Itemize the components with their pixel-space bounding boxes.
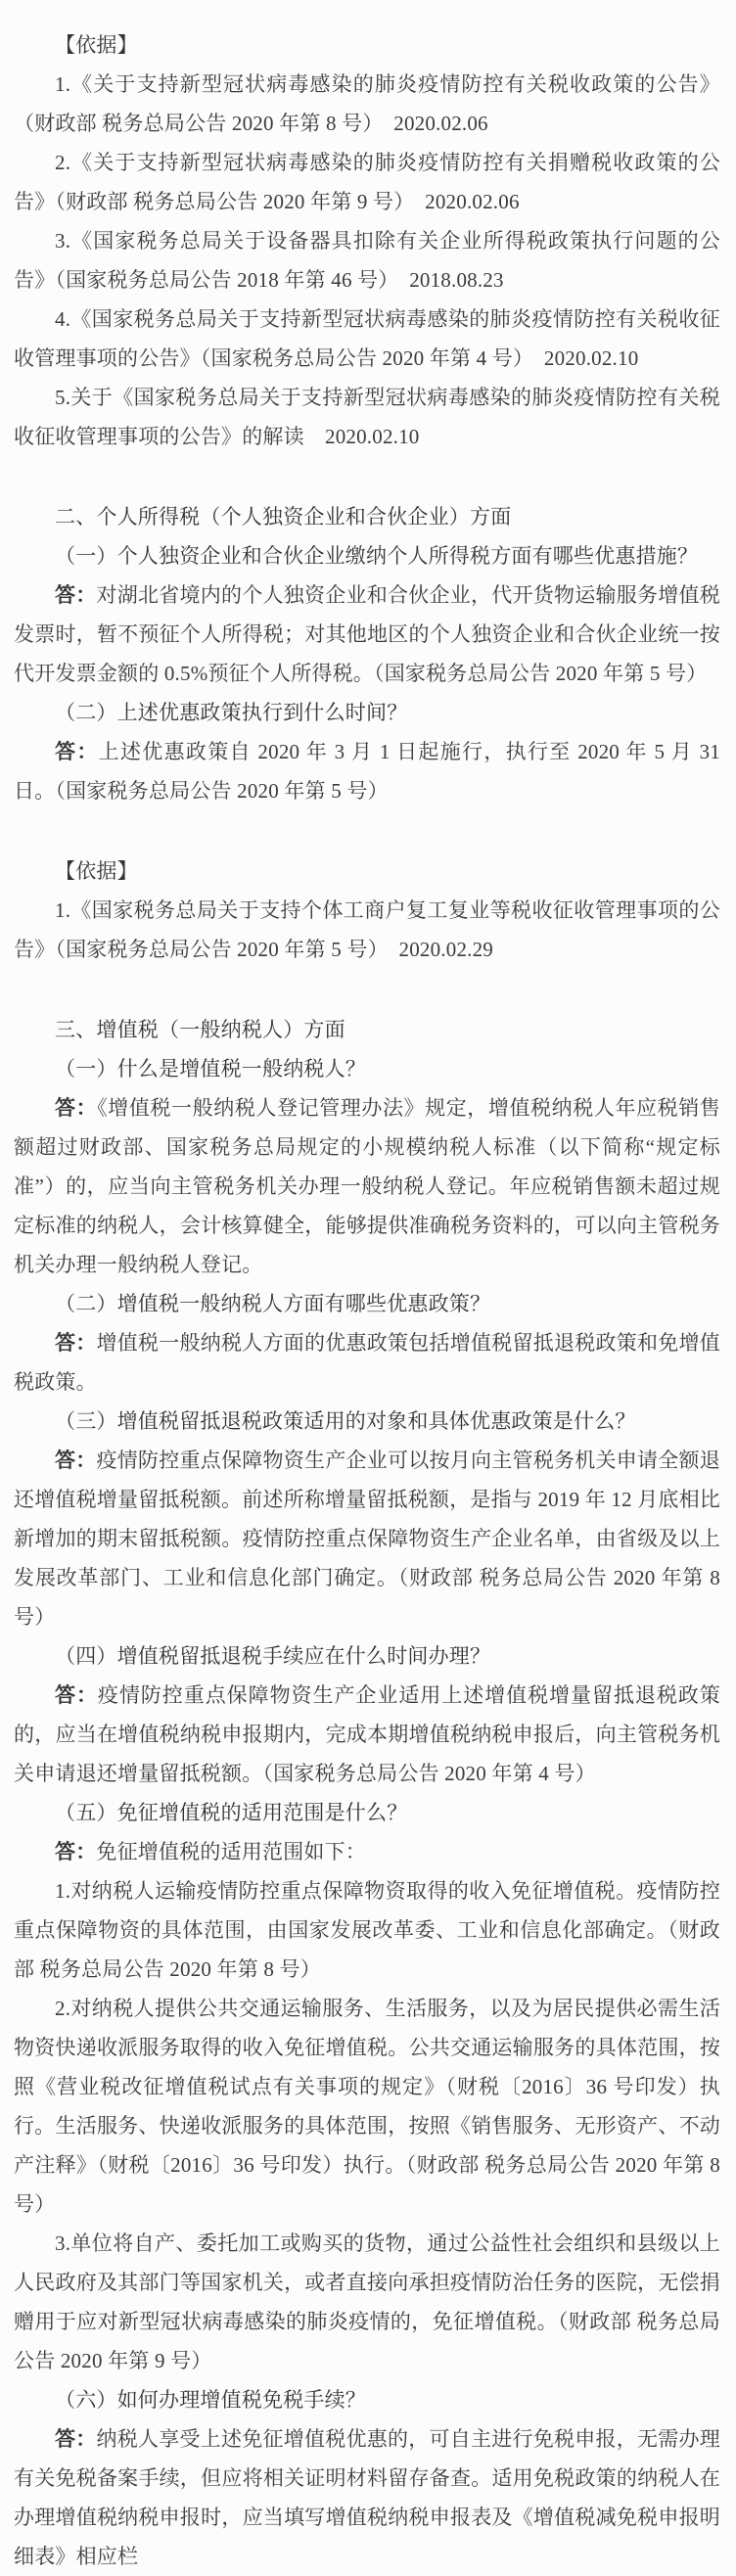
answer-vat-1 — [14, 1088, 720, 1284]
section-personal-income-tax — [14, 497, 720, 810]
answer-prefix: 答： — [55, 1331, 97, 1355]
answer-vat-5-sub-item-3: 3.单位将自产、委托加工或购买的货物，通过公益性社会组织和县级以上人民政府及其部门等国家机关，或者直接向承担疫情防治任务的医院，无偿捐赠用于应对新型冠状病毒感染的肺炎疫情的，免征增值税。（财政部 税务总局公告 2020 年第 9 号） — [14, 2231, 720, 2372]
answer-text: 《增值税一般纳税人登记管理办法》规定，增值税纳税人年应税销售额超过财政部、国家税务总局规定的小规模纳税人标准（以下简称“规定标准”）的，应当向主管税务机关办理一般纳税人登记。年应税销售额未超过规定标准的纳税人，会计核算健全，能够提供准确税务资料的，可以向主管税务机关办理一般纳税人登记。 — [14, 1096, 720, 1276]
question-vat-5: （五）免征增值税的适用范围是什么？ — [55, 1801, 408, 1824]
answer-vat-5 — [14, 1832, 720, 1871]
question-vat-6: （六）如何办理增值税免税手续？ — [55, 2388, 366, 2412]
answer-prefix: 答： — [55, 740, 99, 763]
answer-pit-2 — [14, 732, 720, 810]
reference-item-1: 1.《国家税务总局关于支持个体工商户复工复业等税收征收管理事项的公告》（国家税务总局公告 2020 年第 5 号） 2020.02.29 — [14, 898, 720, 961]
question-vat-3: （三）增值税留抵退税政策适用的对象和具体优惠政策是什么？ — [55, 1409, 636, 1433]
answer-vat-4 — [14, 1676, 720, 1793]
question-vat-1: （一）什么是增值税一般纳税人？ — [55, 1057, 366, 1081]
reference-heading: 【依据】 — [55, 859, 138, 883]
answer-text: 免征增值税的适用范围如下： — [96, 1840, 367, 1863]
answer-vat-5-sub-item-1: 1.对纳税人运输疫情防控重点保障物资取得的收入免征增值税。疫情防控重点保障物资的具体范围，由国家发展改革委、工业和信息化部确定。（财政部 税务总局公告 2020 年第 8 号） — [14, 1879, 720, 1981]
answer-text: 增值税一般纳税人方面的优惠政策包括增值税留抵退税政策和免增值税政策。 — [14, 1331, 721, 1394]
reference-item-3: 3.《国家税务总局关于设备器具扣除有关企业所得税政策执行问题的公告》（国家税务总局公告 2018 年第 46 号） 2018.08.23 — [14, 229, 720, 292]
answer-prefix: 答： — [55, 2427, 97, 2451]
answer-vat-5-sub-item-2: 2.对纳税人提供公共交通运输服务、生活服务，以及为居民提供必需生活物资快递收派服务取得的收入免征增值税。公共交通运输服务的具体范围，按照《营业税改征增值税试点有关事项的规定》（财税〔2016〕36 号印发）执行。生活服务、快递收派服务的具体范围，按照《销售服务、无形资产、不动产注释》（财税〔2016〕36 号印发）执行。（财政部 税务总局公告 2020 年第 8 号） — [14, 1997, 720, 2216]
answer-text: 疫情防控重点保障物资生产企业可以按月向主管税务机关申请全额退还增值税增量留抵税额。前述所称增量留抵税额，是指与 2019 年 12 月底相比新增加的期末留抵税额。疫情防控重点保障物资生产企业名单，由省级及以上发展改革部门、工业和信息化部门确定。（财政部 税务总局公告 2020 年第 8 号） — [14, 1449, 721, 1629]
reference-item-2: 2.《关于支持新型冠状病毒感染的肺炎疫情防控有关捐赠税收政策的公告》（财政部 税务总局公告 2020 年第 9 号） 2020.02.06 — [14, 151, 720, 213]
reference-block-1 — [14, 25, 720, 456]
answer-text: 对湖北省境内的个人独资企业和合伙企业，代开货物运输服务增值税发票时，暂不预征个人所得税；对其他地区的个人独资企业和合伙企业统一按代开发票金额的 0.5%预征个人所得税。（国家税务总局公告 2020 年第 5 号） — [14, 583, 721, 685]
section-vat-general-taxpayer — [14, 1010, 720, 2576]
reference-heading: 【依据】 — [55, 33, 138, 57]
answer-pit-1 — [14, 575, 720, 693]
reference-item-4: 4.《国家税务总局关于支持新型冠状病毒感染的肺炎疫情防控有关税收征收管理事项的公告》（国家税务总局公告 2020 年第 4 号） 2020.02.10 — [14, 307, 720, 370]
answer-prefix: 答： — [55, 1683, 98, 1707]
answer-prefix: 答： — [55, 1840, 97, 1863]
answer-prefix: 答： — [55, 583, 97, 607]
section-heading-personal-income-tax: 二、个人所得税（个人独资企业和合伙企业）方面 — [55, 505, 512, 529]
answer-text: 上述优惠政策自 2020 年 3 月 1 日起施行，执行至 2020 年 5 月 31 日。（国家税务总局公告 2020 年第 5 号） — [14, 740, 720, 803]
answer-vat-3 — [14, 1441, 720, 1636]
reference-item-5: 5.关于《国家税务总局关于支持新型冠状病毒感染的肺炎疫情防控有关税收征收管理事项的公告》的解读 2020.02.10 — [14, 386, 720, 448]
answer-prefix: 答： — [55, 1096, 98, 1120]
question-pit-2: （二）上述优惠政策执行到什么时间？ — [55, 701, 408, 724]
answer-vat-2 — [14, 1323, 720, 1402]
question-vat-4: （四）增值税留抵退税手续应在什么时间办理？ — [55, 1644, 491, 1668]
question-pit-1: （一）个人独资企业和合伙企业缴纳个人所得税方面有哪些优惠措施？ — [55, 544, 699, 568]
answer-prefix: 答： — [55, 1449, 97, 1472]
question-vat-2: （二）增值税一般纳税人方面有哪些优惠政策？ — [55, 1292, 491, 1315]
answer-text: 疫情防控重点保障物资生产企业适用上述增值税增量留抵退税政策的，应当在增值税纳税申报期内，完成本期增值税纳税申报后，向主管税务机关申请退还增量留抵税额。（国家税务总局公告 2020 年第 4 号） — [14, 1683, 720, 1785]
reference-block-2 — [14, 851, 720, 969]
reference-item-1: 1.《关于支持新型冠状病毒感染的肺炎疫情防控有关税收政策的公告》 （财政部 税务总局公告 2020 年第 8 号） 2020.02.06 — [14, 72, 720, 135]
answer-vat-6 — [14, 2419, 720, 2576]
section-heading-vat: 三、增值税（一般纳税人）方面 — [55, 1018, 345, 1041]
answer-text: 纳税人享受上述免征增值税优惠的，可自主进行免税申报，无需办理有关免税备案手续，但应将相关证明材料留存备查。适用免税政策的纳税人在办理增值税纳税申报时，应当填写增值税纳税申报表及《增值税减免税申报明细表》相应栏 — [14, 2427, 721, 2568]
